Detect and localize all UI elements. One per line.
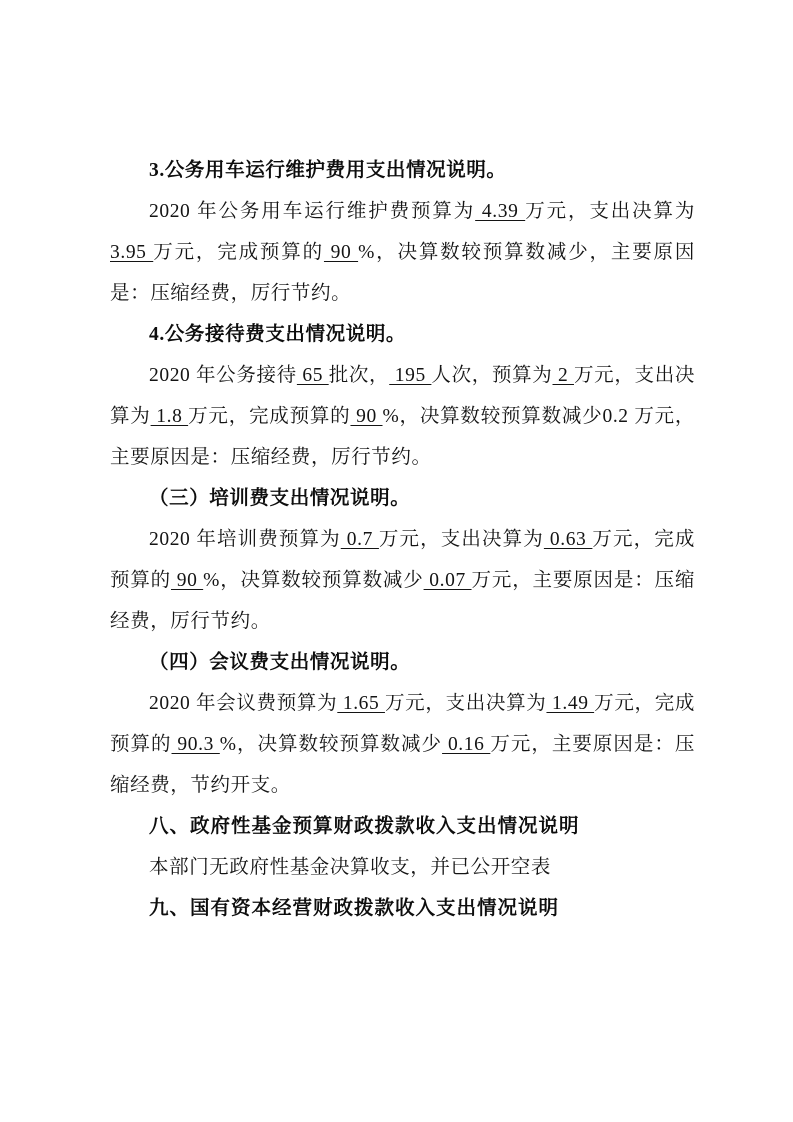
text-run: 2020 年公务用车运行维护费预算为 (149, 201, 476, 222)
text-run: 完成预算的 (110, 693, 695, 755)
text-run: 是：压缩经费，厉行节约。 (110, 570, 695, 632)
value-underlined: 4.39 (475, 201, 526, 222)
text-run: 万元， (573, 365, 635, 386)
value-underlined: 195 (389, 365, 432, 386)
section-paragraph (110, 519, 695, 642)
text-run: %，决算数较预算数减少 (382, 406, 603, 427)
section-heading: 3.公务用车运行维护费用支出情况说明。 (149, 160, 507, 181)
text-run: 2020 年培训费预算为 (149, 529, 341, 550)
text-run: 原因是：压缩经费，厉行节约。 (110, 242, 695, 304)
value-underlined: 90 (171, 570, 204, 591)
value-underlined: 0.63 (543, 529, 593, 550)
text-run: %，决算数较预算数减少 (219, 734, 443, 755)
text-run: 万元，完成预算的 (153, 242, 324, 263)
section-heading: （三）培训费支出情况说明。 (149, 488, 411, 509)
value-underlined: 90 (350, 406, 383, 427)
section-heading: 八、政府性基金预算财政拨款收入支出情况说明 (149, 816, 580, 837)
section-paragraph (110, 355, 695, 478)
value-underlined: 90 (323, 242, 359, 263)
text-run: 支出决算为 (110, 365, 695, 427)
text-run: 万元， (594, 693, 655, 714)
section-heading: 4.公务接待费支出情况说明。 (149, 324, 407, 345)
section-nine (110, 888, 695, 929)
section-vehicle-maintenance (110, 150, 695, 314)
section-eight (110, 806, 695, 888)
value-underlined: 90.3 (171, 734, 220, 755)
section-meeting-fee (110, 642, 695, 806)
section-training-fee (110, 478, 695, 642)
text-run: 0.2 万元，主要原因是：压缩经费，厉行节约。 (110, 406, 696, 468)
value-underlined: 2 (552, 365, 574, 386)
text-run: 万元，主要原 (490, 734, 614, 755)
section-paragraph (110, 191, 695, 314)
text-run: 2020 年会议费预算为 (149, 693, 338, 714)
section-official-reception (110, 314, 695, 478)
value-underlined: 3.95 (110, 242, 154, 263)
section-paragraph: 本部门无政府性基金决算收支，并已公开空表 (149, 857, 552, 878)
text-run: 万元，支出决算 (525, 201, 675, 222)
text-run: 人次，预算为 (431, 365, 553, 386)
text-run: 万元， (592, 529, 655, 550)
section-heading: （四）会议费支出情况说明。 (149, 652, 411, 673)
value-underlined: 0.07 (423, 570, 472, 591)
text-run: 万元，支出决算为 (378, 529, 544, 550)
value-underlined: 0.7 (340, 529, 379, 550)
text-run: %，决算数较预算数减少 (203, 570, 424, 591)
text-run: 万元，主要原因 (471, 570, 614, 591)
value-underlined: 1.65 (337, 693, 385, 714)
text-run: 万元，支出决算为 (384, 693, 547, 714)
value-underlined: 0.16 (442, 734, 491, 755)
text-run: 因是：压缩经费，节约开支。 (110, 734, 695, 796)
document-body (110, 150, 695, 929)
value-underlined: 1.8 (150, 406, 189, 427)
text-run: 完成预算的 (110, 529, 696, 591)
text-run: 2020 年公务接待 (149, 365, 297, 386)
value-underlined: 65 (296, 365, 329, 386)
text-run: 为 (674, 201, 695, 222)
text-run: 批次， (328, 365, 390, 386)
section-heading: 九、国有资本经营财政拨款收入支出情况说明 (149, 898, 560, 919)
value-underlined: 1.49 (546, 693, 595, 714)
text-run: 万元，完成预算的 (188, 406, 351, 427)
section-paragraph (110, 683, 695, 806)
text-run: %，决算数较预算数减少，主要 (358, 242, 654, 263)
